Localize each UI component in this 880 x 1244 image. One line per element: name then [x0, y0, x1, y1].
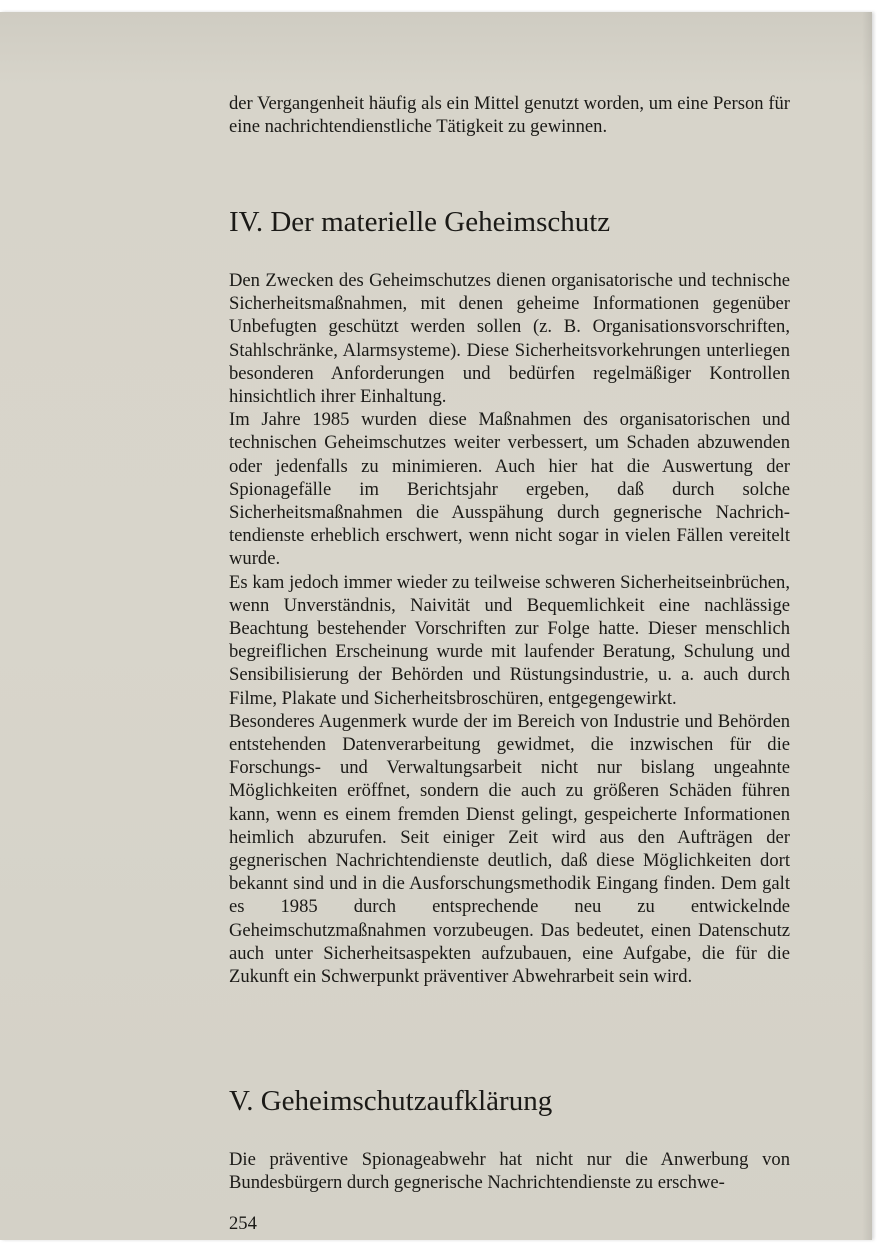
- paragraph: Den Zwecken des Geheimschutzes dienen organisatorische und technische Sicherheitsmaßnahmen, mit denen geheime Informationen gegenüber Unbefugten geschützt werden sollen (z. B. Organisationsvorschriften, Stahlschränke, Alarmsysteme). Diese Sicherheitsvorkehrungen unterliegen besonderen Anforderungen und bedürfen regelmäßiger Kontrollen hinsichtlich ihrer Einhaltung.: [229, 270, 790, 408]
- page-number: 254: [229, 1213, 257, 1234]
- section-heading-v: V. Geheimschutzaufklärung: [229, 1085, 553, 1117]
- paragraph: Die präventive Spionageabwehr hat nicht nur die Anwerbung von Bundesbürgern durch gegnerische Nachrichtendienste zu erschwe-: [229, 1149, 790, 1194]
- paragraph: Besonderes Augenmerk wurde der im Bereich von Industrie und Behörden entstehenden Datenverarbeitung gewidmet, die inzwischen für die Forschungs- und Verwaltungsarbeit nicht nur bislang ungeahnte Möglichkeiten eröffnet, sondern die auch zu größeren Schäden führen kann, wenn es einem fremden Dienst gelingt, gespeicherte Informationen heimlich abzurufen. Seit einiger Zeit wird aus den Aufträgen der gegnerischen Nachrichtendienste deutlich, daß diese Möglichkeiten dort bekannt sind und in die Ausforschungsmethodik Eingang finden. Dem galt es 1985 durch entsprechende neu zu entwickelnde Geheimschutzmaßnahmen vorzubeugen. Das bedeutet, einen Datenschutz auch unter Sicherheitsaspekten aufzubauen, eine Aufgabe, die für die Zukunft ein Schwerpunkt präventiver Abwehrarbeit sein wird.: [229, 710, 790, 988]
- intro-text: der Vergangenheit häufig als ein Mittel genutzt worden, um eine Person für eine nachrichtendienstliche Tätigkeit zu gewinnen.: [229, 93, 790, 138]
- section-iv-body: [229, 269, 790, 988]
- paragraph: Im Jahre 1985 wurden diese Maßnahmen des organisatorischen und technischen Geheimschutzes weiter verbessert, um Schaden abzuwenden oder jedenfalls zu minimieren. Auch hier hat die Auswertung der Spionagefälle im Berichtsjahr ergeben, daß durch solche Sicherheitsmaßnahmen die Ausspähung durch gegnerische Nachrichtendienste erheblich erschwert, wenn nicht sogar in vielen Fällen vereitelt wurde.: [229, 409, 790, 570]
- section-v-body: [229, 1148, 790, 1194]
- paragraph: Es kam jedoch immer wieder zu teilweise schweren Sicherheitseinbrüchen, wenn Unverständnis, Naivität und Bequemlichkeit eine nachlässige Beachtung bestehender Vorschriften zur Folge hatte. Dieser menschlich begreiflichen Erscheinung wurde mit laufender Beratung, Schulung und Sensibilisierung der Behörden und Rüstungsindustrie, u. a. auch durch Filme, Plakate und Sicherheitsbroschüren, entgegengewirkt.: [229, 571, 790, 709]
- intro-paragraph: [229, 92, 790, 138]
- document-page: [0, 12, 872, 1240]
- section-heading-iv: IV. Der materielle Geheimschutz: [229, 206, 611, 238]
